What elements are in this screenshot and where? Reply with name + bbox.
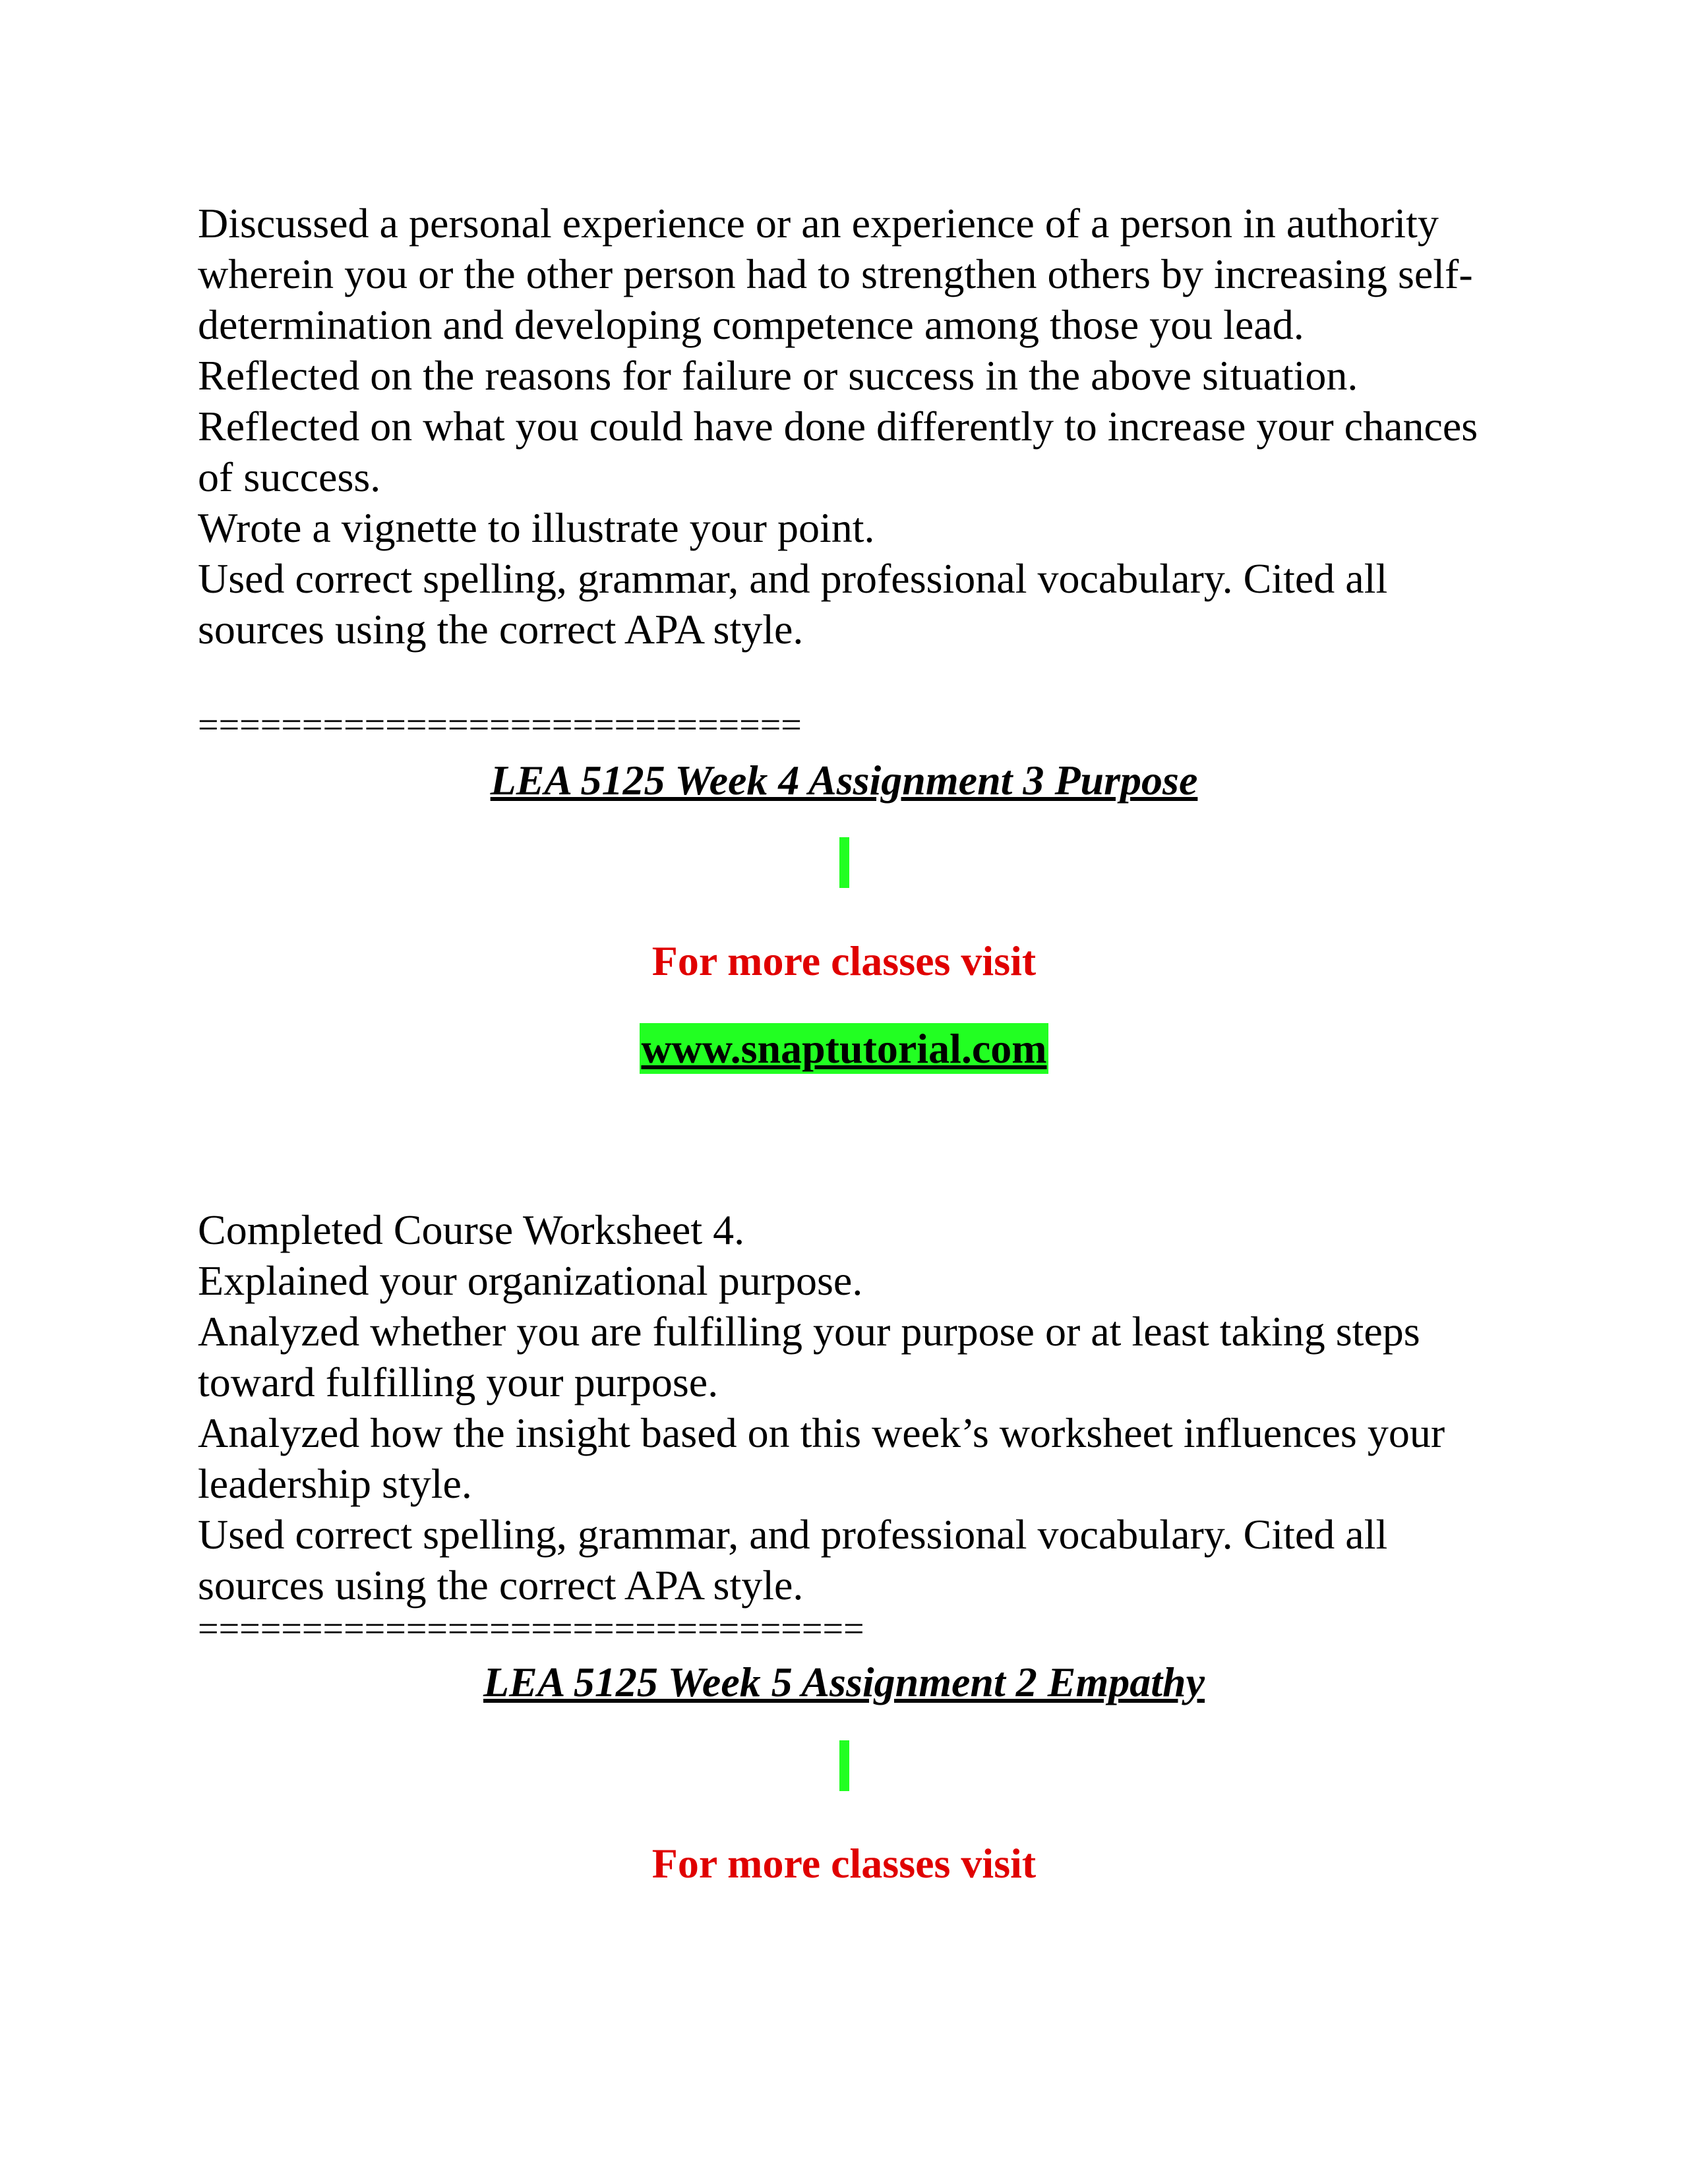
link-container	[0, 1023, 1688, 1074]
promo-text: For more classes visit	[651, 937, 1037, 984]
promo-text: For more classes visit	[651, 1840, 1037, 1887]
criteria-item: Analyzed whether you are fulfilling your purpose or at least taking steps toward fulfilling your purpose.	[198, 1308, 1420, 1405]
criteria-item: Wrote a vignette to illustrate your point.	[198, 504, 875, 551]
criteria-item: Used correct spelling, grammar, and professional vocabulary. Cited all sources using the correct APA style.	[198, 555, 1388, 653]
criteria-item: Used correct spelling, grammar, and professional vocabulary. Cited all sources using the correct APA style.	[198, 1511, 1388, 1608]
website-link[interactable]: www.snaptutorial.com	[640, 1023, 1048, 1074]
criteria-item: Discussed a personal experience or an experience of a person in authority wherein you or the other person had to strengthen others by increasing self-determination and developing competence among those you lead.	[198, 200, 1473, 348]
criteria-item: Analyzed how the insight based on this week’s worksheet influences your leadership style.	[198, 1409, 1445, 1507]
section-heading-week5: LEA 5125 Week 5 Assignment 2 Empathy	[483, 1659, 1205, 1705]
divider-line: =============================	[198, 707, 802, 744]
green-marker	[839, 1740, 849, 1791]
assignment-criteria-week4	[198, 1204, 1517, 1610]
criteria-item: Reflected on what you could have done differently to increase your chances of success.	[198, 403, 1478, 500]
criteria-item: Completed Course Worksheet 4.	[198, 1206, 745, 1253]
divider-line: ================================	[198, 1610, 864, 1647]
criteria-item: Reflected on the reasons for failure or success in the above situation.	[198, 352, 1358, 399]
assignment-criteria-week4-prev	[198, 198, 1517, 655]
section-heading-week4: LEA 5125 Week 4 Assignment 3 Purpose	[490, 757, 1198, 804]
criteria-item: Explained your organizational purpose.	[198, 1257, 863, 1304]
green-marker	[839, 837, 849, 888]
